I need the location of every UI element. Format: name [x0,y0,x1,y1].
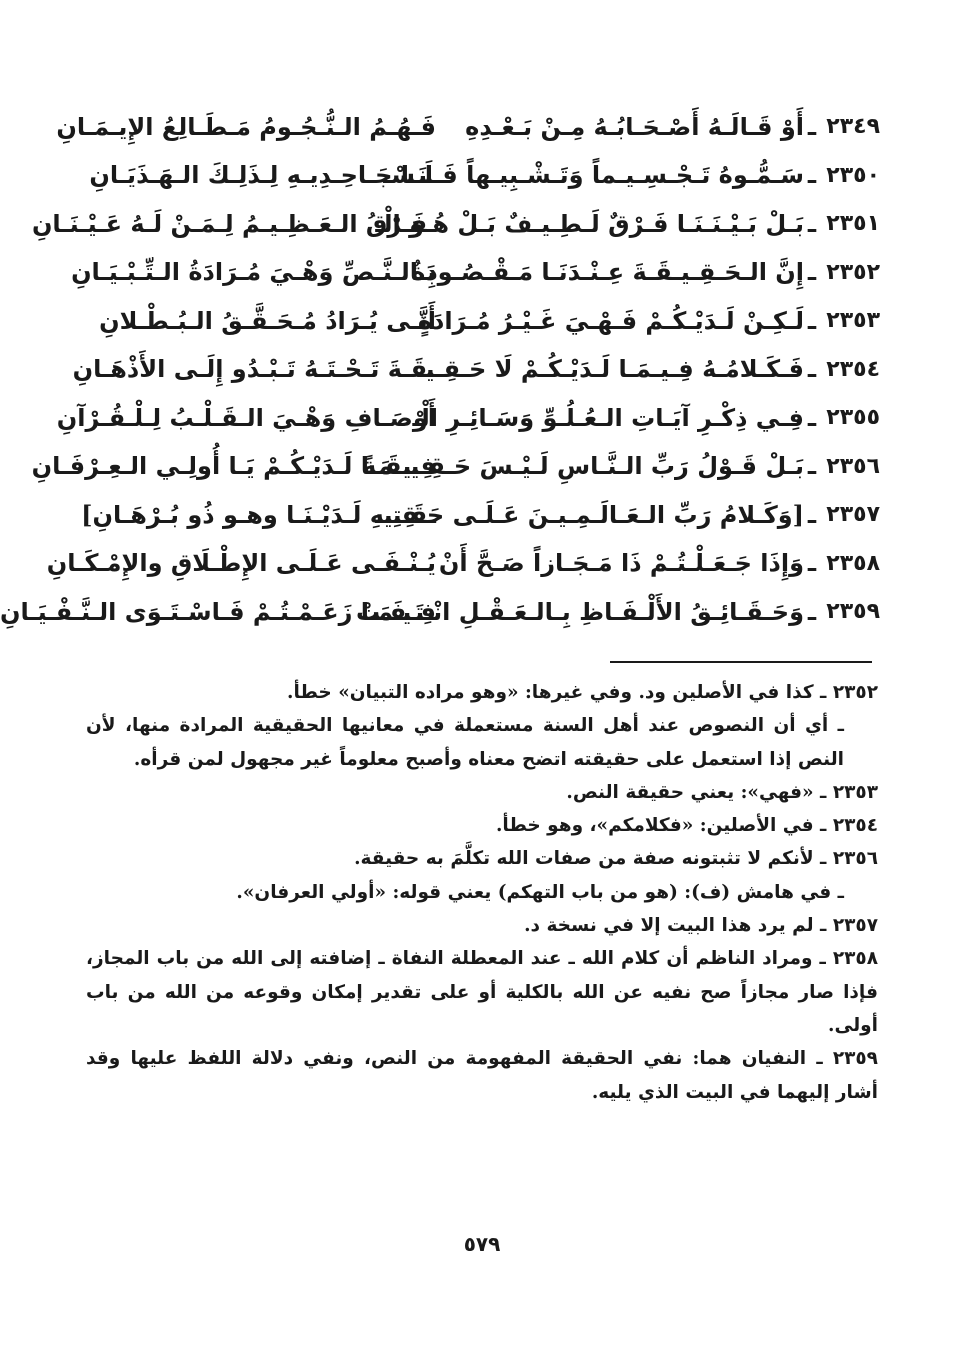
verse-line [31,199,880,248]
verse-first-hemistich: فَـكَـلامُـهُ فِـيـمَـا لَـدَيْـكُـمْ لَا حَـقِـيـ [417,354,804,384]
footnote-separator [610,661,872,663]
verse-line [80,490,880,539]
verse-second-hemistich: ـقَـتِـهِ لَـدَيْـنَـا وهـو ذُو بُـرْهَـانِ] [81,499,436,529]
verse-dash: ـ [807,257,817,287]
footnote: ٢٣٥٨ ـ ومراد الناظم أن كلام الله ـ عند المعطلة النفاة ـ إضافته إلى الله من باب المجاز، فإذا صار مجازاً صح نفيه عن الله بالكلية أو على تقدير إمكان وقوعه من الله من باب أولى. [86,948,878,1036]
verse-line [0,587,880,636]
verse-dash: ـ [807,305,817,335]
footnote: ٢٣٥٧ ـ لم يرد هذا البيت إلا في نسخة د. [524,915,878,937]
footnote-number: ٢٣٥٤ [832,815,878,837]
footnote-number: ٢٣٥٦ [832,848,878,870]
verse-second-hemistich: ـفَـرْقُ الـعَـظِـيـمُ لِـمَـنْ لَـهُ عَـيْـنَـانِ [31,208,436,238]
footnote: ٢٣٥٤ ـ في الأصلين: «فكلامكم»، وهو خطأ. [495,815,878,837]
footnote: ٢٣٥٩ ـ النفيان هما: نفي الحقيقة المفهومة من النص، ونفي دلالة اللفظ عليها وقد أشار إليهما في البيت الذي يليه. [86,1048,878,1103]
verse-second-hemistich: أَوْصَـافِ وَهْـيَ الـقَـلْـبُ لِـلْـقُـرْآنِ [56,402,436,432]
verse-dash: ـ [807,111,817,141]
verse-number: ٢٣٥٨ [826,549,880,576]
footnote-text: النفيان هما: نفي الحقيقة المفهومة من النص، ونفي دلالة اللفظ عليها وقد أشار إليهما في البيت الذي يليه. [86,1048,878,1103]
verse-line [80,151,880,200]
verse-number: ٢٣٥٥ [826,404,880,431]
verse-first-hemistich: بَـلْ بَـيْـنَـنَـا فَـرْقٌ لَـطِـيـفٌ بَـلْ هُـوَ الْـ [375,208,804,238]
footnote-text: أي أن النصوص عند أهل السنة مستعملة في معانيها الحقيقية المرادة منها، لأن النص إذا استعمل على حقيقته اتضح معناه وأصبح معلوماً غير مجهول لمن قرأه. [86,715,844,770]
footnote-number: ٢٣٥٣ [832,781,878,803]
verse-number: ٢٣٥٤ [826,355,880,382]
footnote-number: ٢٣٥٨ [832,948,878,970]
verse-line [46,539,880,588]
footnote-text: في هامش (ف): (هو من باب التهكم) يعني قوله: «أولي العرفان». [236,881,832,903]
verse-first-hemistich: بَـلْ قَـوْلُ رَبِّ الـنَّـاسِ لَـيْـسَ حَـقِـيـقَـةً [362,451,804,481]
footnote: ـ أي أن النصوص عند أهل السنة مستعملة في معانيها الحقيقية المرادة منها، لأن النص إذا استعمل على حقيقته اتضح معناه وأصبح معلوماً غير مجهول لمن قرأه. [86,715,845,770]
verse-number: ٢٣٥٠ [826,161,880,188]
footnote-number: ٢٣٥٩ [832,1048,878,1070]
footnote-text: لم يرد هذا البيت إلا في نسخة د. [524,915,814,937]
verse-line [56,102,880,151]
footnote: ٢٣٥٣ ـ «فهي»: يعني حقيقة النص. [566,781,878,803]
verse-dash: ـ [807,402,817,432]
verse-dash: ـ [807,208,817,238]
footnotes [86,676,878,1109]
footnote-text: كذا في الأصلين ود. وفي غيرها: «وهو مراده التبيان» خطأ. [287,682,814,703]
verse-second-hemistich: فَـهُـمُ الـنُّـجُـومُ مَـطَـالِعُ الإِيـمَـانِ [56,111,436,141]
verse-list [0,102,880,636]
verse-first-hemistich: وَإِذَا جَـعَـلْـتُـمْ ذَا مَـجَـازاً صَـحَّ أَنْ [438,548,804,578]
footnote: ـ في هامش (ف): (هو من باب التهكم) يعني قوله: «أولي العرفان». [236,881,844,903]
verse-dash: ـ [807,548,817,578]
verse-second-hemistich: ـقَـةَ تَـحْـتَـهُ تَـبْـدُو إِلَـى الأَذْهَـانِ [72,354,436,384]
verse-number: ٢٣٥٧ [826,501,880,528]
verse-dash: ـ [807,596,817,626]
verse-first-hemistich: فِـي ذِكْـرِ آيَـاتِ الـعُـلُـوِّ وَسَـائِـرِ الْـ [412,402,804,432]
verse-dash: ـ [807,354,817,384]
verse-second-hemistich: فِـيـمَـا لَـدَيْـكُـمْ يَـا أُولِـي الـعِـرْفَـانِ [31,451,436,481]
verse-second-hemistich: أَنَّـى يُـرَادُ مُـحَـقَّـقُ الـبُـطْـلانِ [99,305,436,335]
verse-second-hemistich: ـنَـا جَـاحِـدِيـهِ لِـذَلِـكَ الـهَـذَيَـانِ [89,160,436,190]
verse-line [80,296,880,345]
footnote-text: ومراد الناظم أن كلام الله ـ عند المعطلة النفاة ـ إضافته إلى الله من باب المجاز، فإذا صار مجازاً صح نفيه عن الله بالكلية أو على تقدير إمكان وقوعه من الله من باب أولى. [86,948,878,1036]
footnote-text: «فهي»: يعني حقيقة النص. [566,781,814,803]
verse-number: ٢٣٥٣ [826,307,880,334]
verse-dash: ـ [807,451,817,481]
verse-first-hemistich: أَوْ قَـالَـهُ أَصْـحَـابُـهُ مِـنْ بَـعْـدِهِ [465,111,804,141]
verse-line [31,442,880,491]
verse-second-hemistich: فِـيـمَـا زَعَـمْـتُـمْ فَـاسْـتَـوَى الـنَّـفْـيَـانِ [0,596,436,626]
verse-number: ٢٣٥١ [826,210,880,237]
verse-first-hemistich: سَـمُّـوهُ تَـجْـسِـيـماً وَتَـشْـبِيـهاً فَـلَـسْـ [383,160,804,190]
verse-number: ٢٣٥٦ [826,452,880,479]
verse-second-hemistich: بِـالـنَّـصِّ وَهْـيَ مُـرَادَةُ الـتِّـبْـيَـانِ [71,257,436,287]
verse-line [71,248,880,297]
page-number: ٥٧٩ [463,1232,501,1256]
verse-number: ٢٣٥٢ [826,258,880,285]
footnote-number: ٢٣٥٢ [832,682,878,703]
verse-first-hemistich: لَـكِـنْ لَـدَيْـكُـمْ فَـهْـيَ غَـيْـرُ مُـرَادَةٍ [417,305,804,335]
verse-number: ٢٣٤٩ [826,113,880,140]
verse-first-hemistich: إِنَّ الـحَـقِـيـقَـةَ عِـنْـدَنَـا مَـقْـصُـودَةٌ [411,257,804,287]
verse-first-hemistich: وَحَـقَـائِـقُ الأَلْـفَـاظِ بِـالـعَـقْـلِ انْـتَـفَـتْ [356,596,804,626]
verse-line [56,393,880,442]
verse-line [72,345,880,394]
verse-second-hemistich: يُـنْـفَـى عَـلَـى الإِطْـلَاقِ والإِمْـكَـانِ [46,548,436,578]
verse-first-hemistich: [وَكَـلامُ رَبِّ الـعَـالَـمِـيـنَ عَـلَـى حَـقِـيـ [375,499,804,529]
verse-dash: ـ [807,160,817,190]
footnote: ٢٣٥٦ ـ لأنكم لا تثبتونه صفة من صفات الله تكلَّمَ به حقيقة. [354,848,878,870]
footnote-text: لأنكم لا تثبتونه صفة من صفات الله تكلَّمَ به حقيقة. [354,848,814,870]
footnote-text: في الأصلين: «فكلامكم»، وهو خطأ. [495,815,814,837]
footnote-number: ٢٣٥٧ [832,915,878,937]
footnote: ٢٣٥٢ ـ كذا في الأصلين ود. وفي غيرها: «وهو مراده التبيان» خطأ. [287,682,878,703]
verse-number: ٢٣٥٩ [826,598,880,625]
verse-dash: ـ [807,499,817,529]
